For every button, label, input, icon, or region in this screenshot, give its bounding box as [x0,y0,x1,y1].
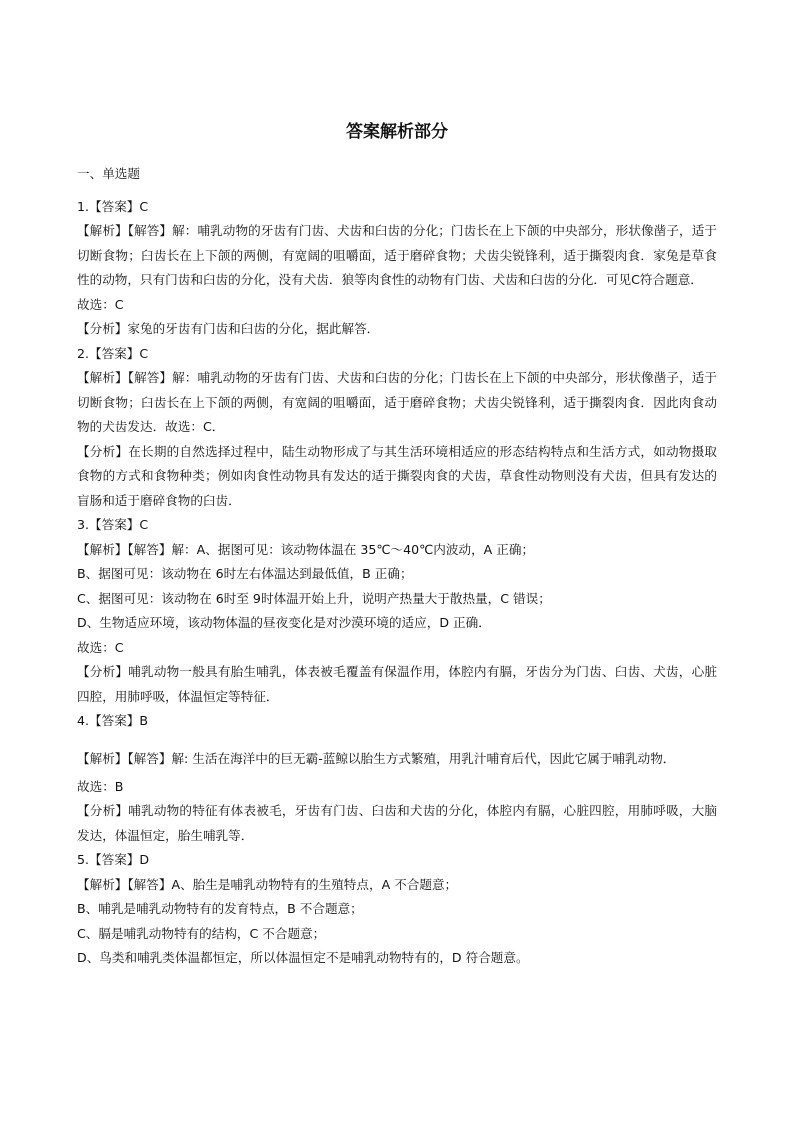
q4-analysis: 【解析】【解答】解: 生活在海洋中的巨无霸-蓝鲸以胎生方式繁殖，用乳汁哺育后代，因此它属于哺乳动物． [77,750,676,766]
q3-choice: 故选：C [77,639,124,655]
q5-answer: 5.【答案】D [77,852,150,867]
q3-line-d: D、生物适应环境，该动物体温的昼夜变化是对沙漠环境的适应，D 正确． [77,615,491,630]
q3-line-b: B、据图可见：该动物在 6时左右体温达到最低值，B 正确； [77,566,413,581]
section-heading: 一、单选题 [77,166,140,181]
answer-content [77,162,717,971]
q5-line-c: C、膈是哺乳动物特有的结构，C 不合题意； [77,925,326,941]
q3-line-c: C、据图可见：该动物在 6时至 9时体温开始上升，说明产热量大于散热量，C 错误； [77,590,551,606]
page-title: 答案解析部分 [346,122,448,142]
q1-analysis: 【解析】【解答】解：哺乳动物的牙齿有门齿、犬齿和臼齿的分化；门齿长在上下颌的中央部分，形状像凿子，适于切断食物；臼齿长在上下颌的两侧，有宽阔的咀嚼面，适于磨碎食物；犬齿尖锐锋利，适于撕裂肉食．家兔是草食性的动物，只有门齿和臼齿的分化，没有犬齿．狼等肉食性的动物有门齿、犬齿和臼齿的分化．可见C符合题意． [77,223,717,287]
q1-note: 【分析】家兔的牙齿有门齿和臼齿的分化，据此解答． [77,321,380,336]
q2-answer: 2.【答案】C [77,345,149,361]
q4-answer: 4.【答案】B [77,713,149,728]
q1-answer: 1.【答案】C [77,198,149,214]
q2-note: 【分析】在长期的自然选择过程中，陆生动物形成了与其生活环境相适应的形态结构特点和生活方式，如动物摄取食物的方式和食物种类；例如肉食性动物具有发达的适于撕裂肉食的犬齿，草食性动物则没有犬齿，但具有发达的盲肠和适于磨碎食物的臼齿． [77,443,717,508]
q5-line-b: B、哺乳是哺乳动物特有的发育特点，B 不合题意； [77,901,363,916]
q3-line-a: 【解析】【解答】解：A、据图可见：该动物体温在 35℃～40℃内波动，A 正确； [77,541,535,557]
q4-choice: 故选：B [77,778,124,794]
q1-choice: 故选：C [77,296,124,312]
q5-line-a: 【解析】【解答】A、胎生是哺乳动物特有的生殖特点，A 不合题意； [77,876,458,892]
q3-note: 【分析】哺乳动物一般具有胎生哺乳，体表被毛覆盖有保温作用，体腔内有膈，牙齿分为门齿、臼齿、犬齿，心脏四腔，用肺呼吸，体温恒定等特征． [77,664,717,704]
q2-analysis: 【解析】【解答】解：哺乳动物的牙齿有门齿、犬齿和臼齿的分化；门齿长在上下颌的中央部分，形状像凿子，适于切断食物；臼齿长在上下颌的两侧，有宽阔的咀嚼面，适于磨碎食物；犬齿尖锐锋利，适于撕裂肉食．因此肉食动物的犬齿发达．故选：C． [77,370,717,434]
q5-line-d: D、鸟类和哺乳类体温都恒定，所以体温恒定不是哺乳动物特有的，D 符合题意。 [77,950,529,965]
q3-answer: 3.【答案】C [77,517,149,532]
q4-note: 【分析】哺乳动物的特征有体表被毛，牙齿有门齿、臼齿和犬齿的分化，体腔内有膈，心脏四腔，用肺呼吸，大脑发达，体温恒定，胎生哺乳等． [77,803,717,843]
